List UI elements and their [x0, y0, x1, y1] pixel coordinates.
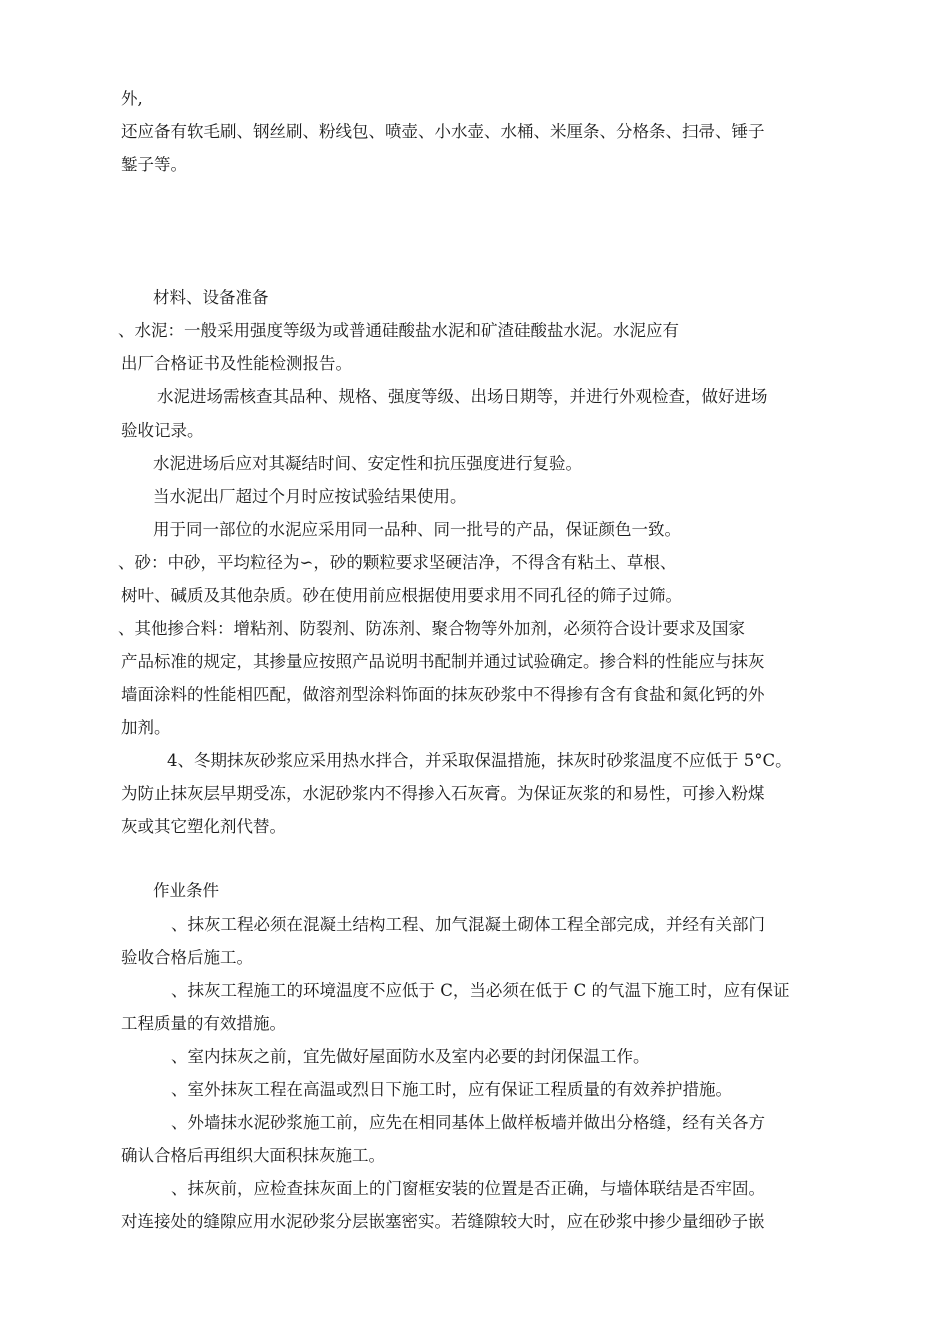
text-line: 加剂。 [121, 718, 171, 737]
text-line: 还应备有软毛刷、钢丝刷、粉线包、喷壶、小水壶、水桶、米厘条、分格条、扫帚、锤子 [121, 122, 765, 141]
text-line: 、砂：中砂，平均粒径为∽，砂的颗粒要求坚硬洁净，不得含有粘土、草根、 [118, 553, 677, 572]
text-line: 验收记录。 [121, 421, 204, 440]
text-line: 灰或其它塑化剂代替。 [121, 817, 286, 836]
text-line: 用于同一部位的水泥应采用同一品种、同一批号的产品，保证颜色一致。 [153, 520, 681, 539]
text-line: 产品标准的规定，其掺量应按照产品说明书配制并通过试验确定。掺合料的性能应与抹灰 [121, 652, 765, 671]
text-line: 錾子等。 [121, 155, 187, 174]
text-line: 水泥进场后应对其凝结时间、安定性和抗压强度进行复验。 [153, 454, 582, 473]
text-line: 、水泥：一般采用强度等级为或普通硅酸盐水泥和矿渣硅酸盐水泥。水泥应有 [118, 321, 679, 340]
text-line: 工程质量的有效措施。 [121, 1014, 286, 1033]
text-line: 、室外抹灰工程在高温或烈日下施工时，应有保证工程质量的有效养护措施。 [171, 1080, 732, 1099]
text-line: 验收合格后施工。 [121, 948, 253, 967]
text-line: 树叶、碱质及其他杂质。砂在使用前应根据使用要求用不同孔径的筛子过筛。 [121, 586, 682, 605]
text-line: 外, [121, 89, 143, 108]
text-line: 墙面涂料的性能相匹配，做溶剂型涂料饰面的抹灰砂浆中不得掺有含有食盐和氮化钙的外 [121, 685, 765, 704]
text-line: 、抹灰前，应检查抹灰面上的门窗框安装的位置是否正确，与墙体联结是否牢固。 [171, 1179, 765, 1198]
text-line: 当水泥出厂超过个月时应按试验结果使用。 [153, 487, 467, 506]
text-line: 、抹灰工程施工的环境温度不应低于 C，当必须在低于 C 的气温下施工时，应有保证 [171, 981, 790, 1000]
text-line: 、其他掺合料：增粘剂、防裂剂、防冻剂、聚合物等外加剂，必须符合设计要求及国家 [118, 619, 745, 638]
section-heading: 作业条件 [153, 881, 219, 900]
text-line: 、室内抹灰之前，宜先做好屋面防水及室内必要的封闭保温工作。 [171, 1047, 650, 1066]
text-line: 水泥进场需核查其品种、规格、强度等级、出场日期等，并进行外观检查，做好进场 [157, 387, 768, 406]
text-line: 对连接处的缝隙应用水泥砂浆分层嵌塞密实。若缝隙较大时，应在砂浆中掺少量细砂子嵌 [121, 1212, 765, 1231]
text-line: 、外墙抹水泥砂浆施工前，应先在相同基体上做样板墙并做出分格缝，经有关各方 [171, 1113, 765, 1132]
text-line: 出厂合格证书及性能检测报告。 [121, 354, 352, 373]
text-line: 、抹灰工程必须在混凝土结构工程、加气混凝土砌体工程全部完成，并经有关部门 [171, 915, 765, 934]
text-line: 4、冬期抹灰砂浆应采用热水拌合，并采取保温措施，抹灰时砂浆温度不应低于 5°C。 [167, 751, 792, 770]
text-line: 确认合格后再组织大面积抹灰施工。 [121, 1146, 385, 1165]
text-line: 为防止抹灰层早期受冻，水泥砂浆内不得掺入石灰膏。为保证灰浆的和易性，可掺入粉煤 [121, 784, 765, 803]
section-heading: 材料、设备准备 [153, 288, 269, 307]
